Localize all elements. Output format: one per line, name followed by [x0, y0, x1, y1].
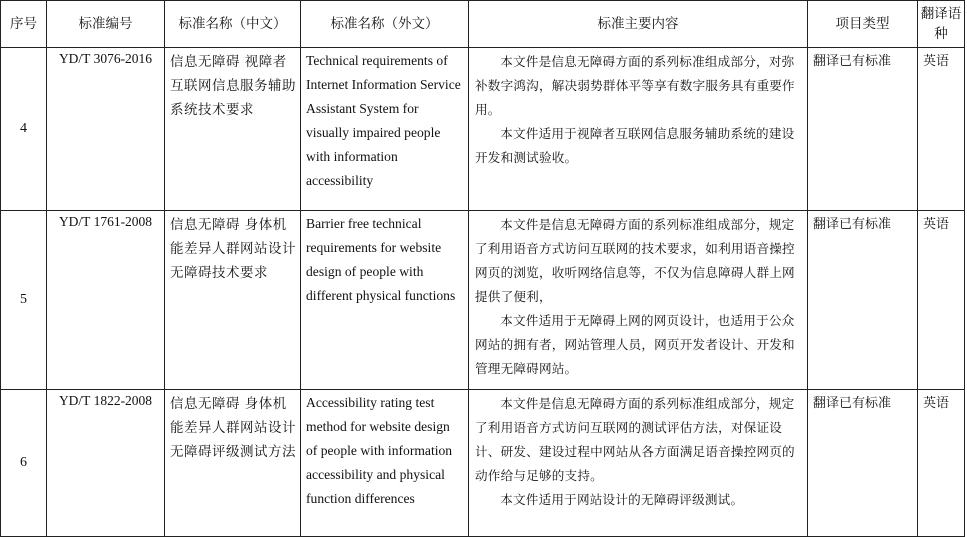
row-code: YD/T 1761-2008	[47, 211, 165, 390]
row-name-cn: 信息无障碍 视障者互联网信息服务辅助系统技术要求	[165, 48, 301, 211]
content-paragraph: 本文件适用于网站设计的无障碍评级测试。	[500, 492, 744, 507]
row-index: 5	[1, 211, 47, 390]
table-row	[1, 211, 965, 390]
content-paragraph: 本文件是信息无障碍方面的系列标准组成部分，规定了利用语音方式访问互联网的技术要求，如利用语音操控网页的浏览，收听网络信息等，不仅为信息障碍人群上网提供了便利，	[475, 217, 795, 304]
row-index: 6	[1, 390, 47, 537]
content-paragraph: 本文件适用于无障碍上网的网页设计，也适用于公众网站的拥有者，网站管理人员，网页开发者设计、开发和管理无障碍网站。	[475, 313, 795, 376]
table-row	[1, 390, 965, 537]
row-lang: 英语	[918, 48, 965, 211]
row-type: 翻译已有标准	[808, 390, 918, 537]
row-lang: 英语	[918, 211, 965, 390]
header-content: 标准主要内容	[469, 1, 808, 48]
row-content	[469, 48, 808, 211]
header-type: 项目类型	[808, 1, 918, 48]
row-code: YD/T 1822-2008	[47, 390, 165, 537]
row-index: 4	[1, 48, 47, 211]
row-name-en: Barrier free technical requirements for website design of people with different physical functions	[301, 211, 469, 390]
header-row	[1, 1, 965, 48]
row-type: 翻译已有标准	[808, 48, 918, 211]
content-paragraph: 本文件适用于视障者互联网信息服务辅助系统的建设开发和测试验收。	[475, 126, 795, 165]
row-code: YD/T 3076-2016	[47, 48, 165, 211]
header-code: 标准编号	[47, 1, 165, 48]
row-name-cn: 信息无障碍 身体机能差异人群网站设计无障碍评级测试方法	[165, 390, 301, 537]
header-name-cn: 标准名称（中文）	[165, 1, 301, 48]
row-name-cn: 信息无障碍 身体机能差异人群网站设计无障碍技术要求	[165, 211, 301, 390]
row-name-en: Technical requirements of Internet Information Service Assistant System for visually impaired people with information accessibility	[301, 48, 469, 211]
header-name-en: 标准名称（外文）	[301, 1, 469, 48]
row-lang: 英语	[918, 390, 965, 537]
row-content	[469, 390, 808, 537]
table-row	[1, 48, 965, 211]
header-index: 序号	[1, 1, 47, 48]
content-paragraph: 本文件是信息无障碍方面的系列标准组成部分，规定了利用语音方式访问互联网的测试评估方法，对保证设计、研发、建设过程中网站从各方面满足语音操控网页的动作给与足够的支持。	[475, 396, 795, 483]
content-paragraph: 本文件是信息无障碍方面的系列标准组成部分，对弥补数字鸿沟，解决弱势群体平等享有数字服务具有重要作用。	[475, 54, 795, 117]
row-name-en: Accessibility rating test method for website design of people with information accessibility and physical function differences	[301, 390, 469, 537]
row-content	[469, 211, 808, 390]
row-type: 翻译已有标准	[808, 211, 918, 390]
header-lang: 翻译语种	[918, 1, 965, 48]
